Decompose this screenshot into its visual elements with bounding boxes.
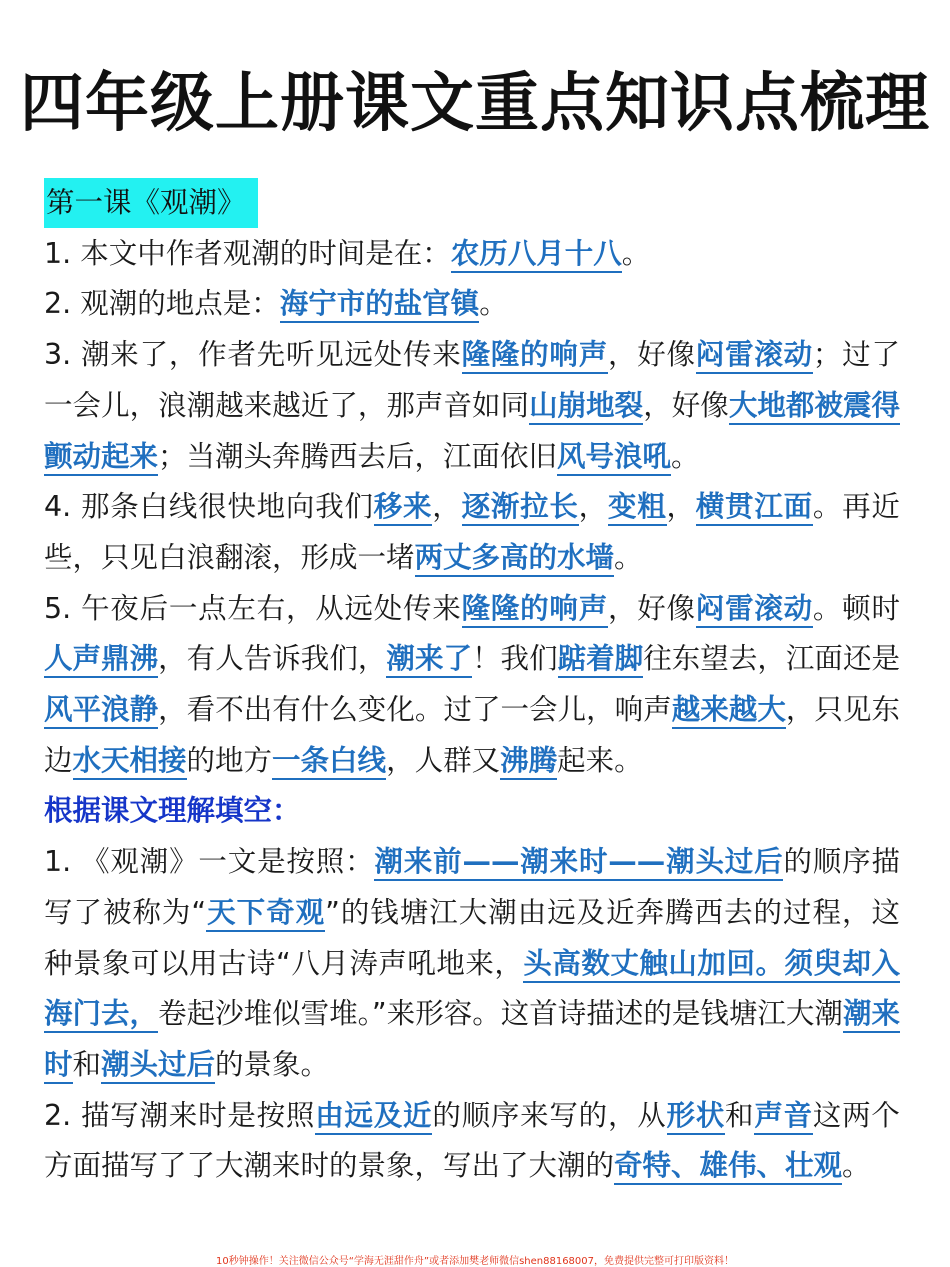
paragraph-text: ， xyxy=(666,490,696,524)
paragraph-text: 。 xyxy=(479,287,508,321)
answer-highlight: 移来 xyxy=(374,490,433,526)
answer-highlight: 潮来前——潮来时——潮头过后 xyxy=(374,845,783,881)
answer-highlight: 天下奇观 xyxy=(206,896,325,932)
paragraph-text: ， xyxy=(578,490,608,524)
paragraph-text: 。 xyxy=(842,1149,871,1183)
paragraph-text: 的顺序描写了被称为“ xyxy=(44,845,900,929)
paragraph-text: 的景象。 xyxy=(215,1047,330,1081)
answer-highlight: 风号浪吼 xyxy=(557,440,671,476)
fill-paragraph xyxy=(44,1091,900,1192)
paragraph-text: 往东望去，江面还是 xyxy=(643,642,900,676)
paragraph-text: ；当潮头奔腾西去后，江面依旧 xyxy=(158,439,558,473)
paragraph xyxy=(44,229,900,280)
subheading: 根据课文理解填空： xyxy=(44,794,301,828)
paragraph-text: 。 xyxy=(671,439,700,473)
paragraph-text: 和 xyxy=(72,1047,102,1081)
paragraph-text: ！我们 xyxy=(472,642,558,676)
content-body xyxy=(44,178,900,1192)
paragraph-text: ，好像 xyxy=(607,338,696,372)
paragraph-text: ，好像 xyxy=(607,591,696,625)
paragraph-text: ，人群又 xyxy=(386,743,501,777)
paragraph-text: 的地方 xyxy=(186,743,273,777)
answer-highlight: 形状 xyxy=(667,1099,726,1135)
answer-highlight: 横贯江面 xyxy=(696,490,813,526)
answer-highlight: 潮头过后 xyxy=(101,1048,215,1084)
paragraph xyxy=(44,330,900,482)
paragraph xyxy=(44,279,900,330)
fill-paragraph xyxy=(44,837,900,1091)
answer-highlight: 大地都被震得颤动起来 xyxy=(44,389,900,476)
paragraph-text: 1. 本文中作者观潮的时间是在： xyxy=(44,236,451,270)
paragraph-text: 。 xyxy=(614,540,643,574)
answer-highlight: 隆隆的响声 xyxy=(462,592,608,628)
answer-highlight: 越来越大 xyxy=(672,693,786,729)
answer-highlight: 一条白线 xyxy=(272,744,386,780)
answer-highlight: 沸腾 xyxy=(500,744,557,780)
paragraph-text: 的顺序来写的，从 xyxy=(432,1098,667,1132)
answer-highlight: 闷雷滚动 xyxy=(696,338,813,374)
answer-highlight: 变粗 xyxy=(608,490,667,526)
lesson-label: 第一课《观潮》 xyxy=(44,178,258,228)
answer-highlight: 头高数丈触山加回。须臾却入海门去， xyxy=(44,947,900,1034)
paragraph-text: ；过了一会儿，浪潮越来越近了，那声音如同 xyxy=(44,338,900,422)
paragraph xyxy=(44,482,900,583)
paragraph-text: 3. 潮来了，作者先听见远处传来 xyxy=(44,338,462,372)
paragraph-text: ， xyxy=(432,490,462,524)
paragraph-text: 4. 那条白线很快地向我们 xyxy=(44,490,374,524)
paragraph-text: 2. 观潮的地点是： xyxy=(44,287,280,321)
paragraph-text: ，好像 xyxy=(643,388,729,422)
answer-highlight: 水天相接 xyxy=(73,744,187,780)
answer-highlight: 山崩地裂 xyxy=(529,389,643,425)
answer-highlight: 海宁市的盐官镇 xyxy=(280,287,480,323)
paragraph-text: 和 xyxy=(725,1098,755,1132)
answer-highlight: 逐渐拉长 xyxy=(462,490,579,526)
answer-highlight: 潮来了 xyxy=(386,642,472,678)
answer-highlight: 奇特、雄伟、壮观 xyxy=(614,1149,842,1185)
paragraph xyxy=(44,584,900,787)
paragraph-text: ，只见东边 xyxy=(44,693,900,777)
answer-highlight: 闷雷滚动 xyxy=(696,592,813,628)
lesson-label-row xyxy=(44,178,900,229)
answer-highlight: 风平浪静 xyxy=(44,693,158,729)
paragraph-text: 起来。 xyxy=(557,743,643,777)
answer-highlight: 由远及近 xyxy=(315,1099,432,1135)
answer-highlight: 潮来时 xyxy=(44,997,900,1084)
paragraph-text: ”的钱塘江大潮由远及近奔腾西去的过程，这种景象可以用古诗“八月涛声吼地来， xyxy=(44,895,900,980)
paragraph-text: 。 xyxy=(621,236,651,270)
answer-highlight: 人声鼎沸 xyxy=(44,642,158,678)
paragraph-text: 。顿时 xyxy=(812,591,900,625)
answer-highlight: 两丈多高的水墙 xyxy=(415,541,615,577)
paragraph-text: 。再近些，只见白浪翻滚，形成一堵 xyxy=(44,490,900,574)
answer-highlight: 声音 xyxy=(754,1099,813,1135)
paragraph-text: ，看不出有什么变化。过了一会儿，响声 xyxy=(158,693,672,727)
paragraph-text: 这两个方面描写了了大潮来时的景象，写出了大潮的 xyxy=(44,1098,900,1183)
page-title: 四年级上册课文重点知识点梳理 xyxy=(20,67,930,141)
footer-note: 10秒钟操作！关注微信公众号“学海无涯甜作舟”或者添加樊老师微信shen88168007，免费提供完整可打印版资料！ xyxy=(215,1256,735,1267)
answer-highlight: 农历八月十八 xyxy=(451,237,622,273)
paragraph-text: 5. 午夜后一点左右，从远处传来 xyxy=(44,591,462,625)
paragraph-text: 1. 《观潮》一文是按照： xyxy=(44,845,375,879)
paragraph-text: 卷起沙堆似雪堆。”来形容。这首诗描述的是钱塘江大潮 xyxy=(158,997,843,1031)
paragraph-text: ，有人告诉我们， xyxy=(158,642,387,676)
answer-highlight: 踮着脚 xyxy=(558,642,644,678)
answer-highlight: 隆隆的响声 xyxy=(462,338,608,374)
paragraph-text: 2. 描写潮来时是按照 xyxy=(44,1098,316,1132)
